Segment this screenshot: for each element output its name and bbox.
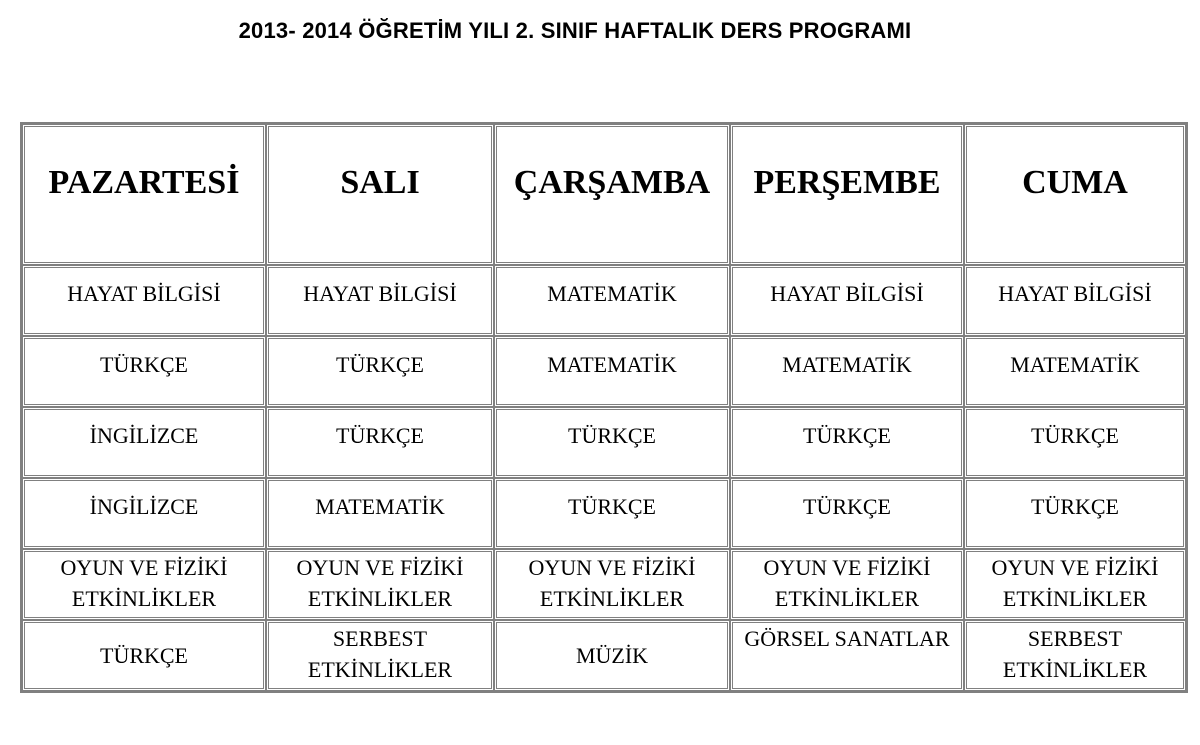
lesson-cell: OYUN VE FİZİKİ ETKİNLİKLER (730, 549, 964, 620)
page-title: 2013- 2014 ÖĞRETİM YILI 2. SINIF HAFTALIK DERS PROGRAMI (238, 18, 912, 43)
day-header-tuesday: SALI (266, 124, 494, 265)
lesson-cell: HAYAT BİLGİSİ (266, 265, 494, 336)
lesson-cell: SERBEST ETKİNLİKLER (964, 620, 1186, 691)
lesson-cell: GÖRSEL SANATLAR (730, 620, 964, 691)
lesson-cell: TÜRKÇE (494, 407, 730, 478)
day-header-wednesday: ÇARŞAMBA (494, 124, 730, 265)
lesson-cell: HAYAT BİLGİSİ (22, 265, 266, 336)
lesson-cell: TÜRKÇE (730, 478, 964, 549)
table-row (22, 265, 1186, 336)
lesson-cell: TÜRKÇE (964, 478, 1186, 549)
lesson-cell: OYUN VE FİZİKİ ETKİNLİKLER (494, 549, 730, 620)
lesson-cell: İNGİLİZCE (22, 407, 266, 478)
lesson-cell: TÜRKÇE (964, 407, 1186, 478)
lesson-cell: SERBEST ETKİNLİKLER (266, 620, 494, 691)
lesson-cell: MATEMATİK (730, 336, 964, 407)
lesson-cell: OYUN VE FİZİKİ ETKİNLİKLER (22, 549, 266, 620)
lesson-cell: TÜRKÇE (266, 336, 494, 407)
lesson-cell: HAYAT BİLGİSİ (730, 265, 964, 336)
lesson-cell: MATEMATİK (494, 265, 730, 336)
schedule-table (20, 122, 1188, 693)
lesson-cell: TÜRKÇE (266, 407, 494, 478)
lesson-cell: OYUN VE FİZİKİ ETKİNLİKLER (964, 549, 1186, 620)
table-row (22, 336, 1186, 407)
lesson-cell: OYUN VE FİZİKİ ETKİNLİKLER (266, 549, 494, 620)
table-row (22, 549, 1186, 620)
lesson-cell: HAYAT BİLGİSİ (964, 265, 1186, 336)
table-row (22, 620, 1186, 691)
table-row (22, 478, 1186, 549)
lesson-cell: TÜRKÇE (22, 336, 266, 407)
day-header-thursday: PERŞEMBE (730, 124, 964, 265)
day-header-monday: PAZARTESİ (22, 124, 266, 265)
header-row (22, 124, 1186, 265)
day-header-friday: CUMA (964, 124, 1186, 265)
lesson-cell: MÜZİK (494, 620, 730, 691)
lesson-cell: MATEMATİK (494, 336, 730, 407)
lesson-cell: MATEMATİK (964, 336, 1186, 407)
lesson-cell: İNGİLİZCE (22, 478, 266, 549)
lesson-cell: MATEMATİK (266, 478, 494, 549)
lesson-cell: TÜRKÇE (22, 620, 266, 691)
table-row (22, 407, 1186, 478)
lesson-cell: TÜRKÇE (730, 407, 964, 478)
lesson-cell: TÜRKÇE (494, 478, 730, 549)
